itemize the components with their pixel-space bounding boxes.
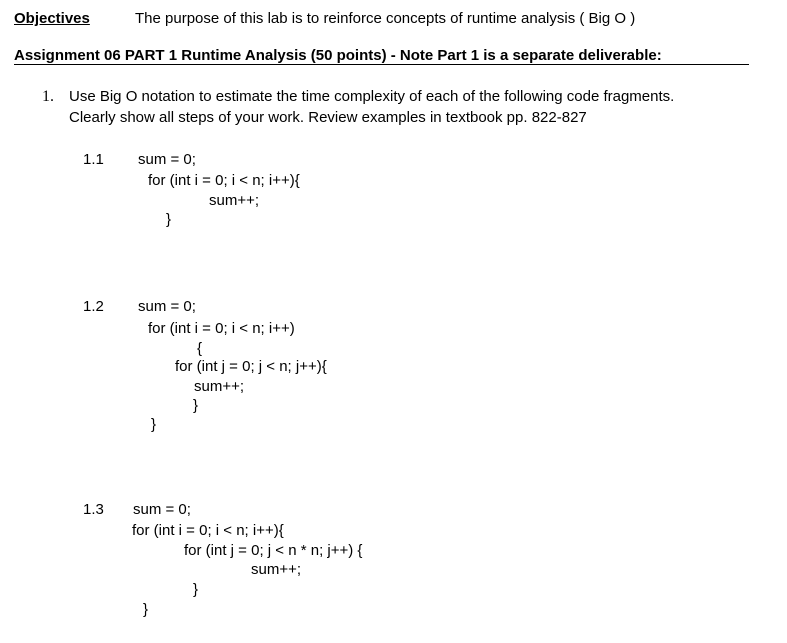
code-line: sum++; (194, 378, 245, 395)
code-line: sum = 0; (133, 501, 191, 518)
code-line: } (193, 581, 199, 598)
code-line: for (int i = 0; i < n; i++){ (148, 172, 300, 189)
objectives-label: Objectives (14, 10, 90, 27)
fragment-label: 1.2 (83, 298, 104, 315)
question-line-2: Clearly show all steps of your work. Review examples in textbook pp. 822-827 (69, 109, 587, 126)
code-line: sum = 0; (138, 151, 196, 168)
code-line: sum++; (251, 561, 302, 578)
code-line: for (int i = 0; i < n; i++) (148, 320, 295, 337)
code-line: sum = 0; (138, 298, 196, 315)
code-line: for (int i = 0; i < n; i++){ (132, 522, 284, 539)
question-number: 1. (42, 88, 54, 105)
code-line: for (int j = 0; j < n; j++){ (175, 358, 327, 375)
fragment-label: 1.1 (83, 151, 104, 168)
code-line: } (151, 416, 157, 433)
code-line: for (int j = 0; j < n * n; j++) { (184, 542, 363, 559)
objectives-text: The purpose of this lab is to reinforce concepts of runtime analysis ( Big O ) (135, 10, 636, 27)
assignment-title-underline (14, 64, 749, 65)
question-line-1: Use Big O notation to estimate the time complexity of each of the following code fragments. (69, 88, 675, 105)
fragment-label: 1.3 (83, 501, 104, 518)
assignment-title: Assignment 06 PART 1 Runtime Analysis (50 points) - Note Part 1 is a separate deliverable: (14, 47, 662, 64)
code-line: } (193, 397, 199, 414)
code-line: sum++; (209, 192, 260, 209)
code-line: { (197, 340, 203, 357)
code-line: } (166, 211, 172, 228)
code-line: } (143, 601, 149, 618)
